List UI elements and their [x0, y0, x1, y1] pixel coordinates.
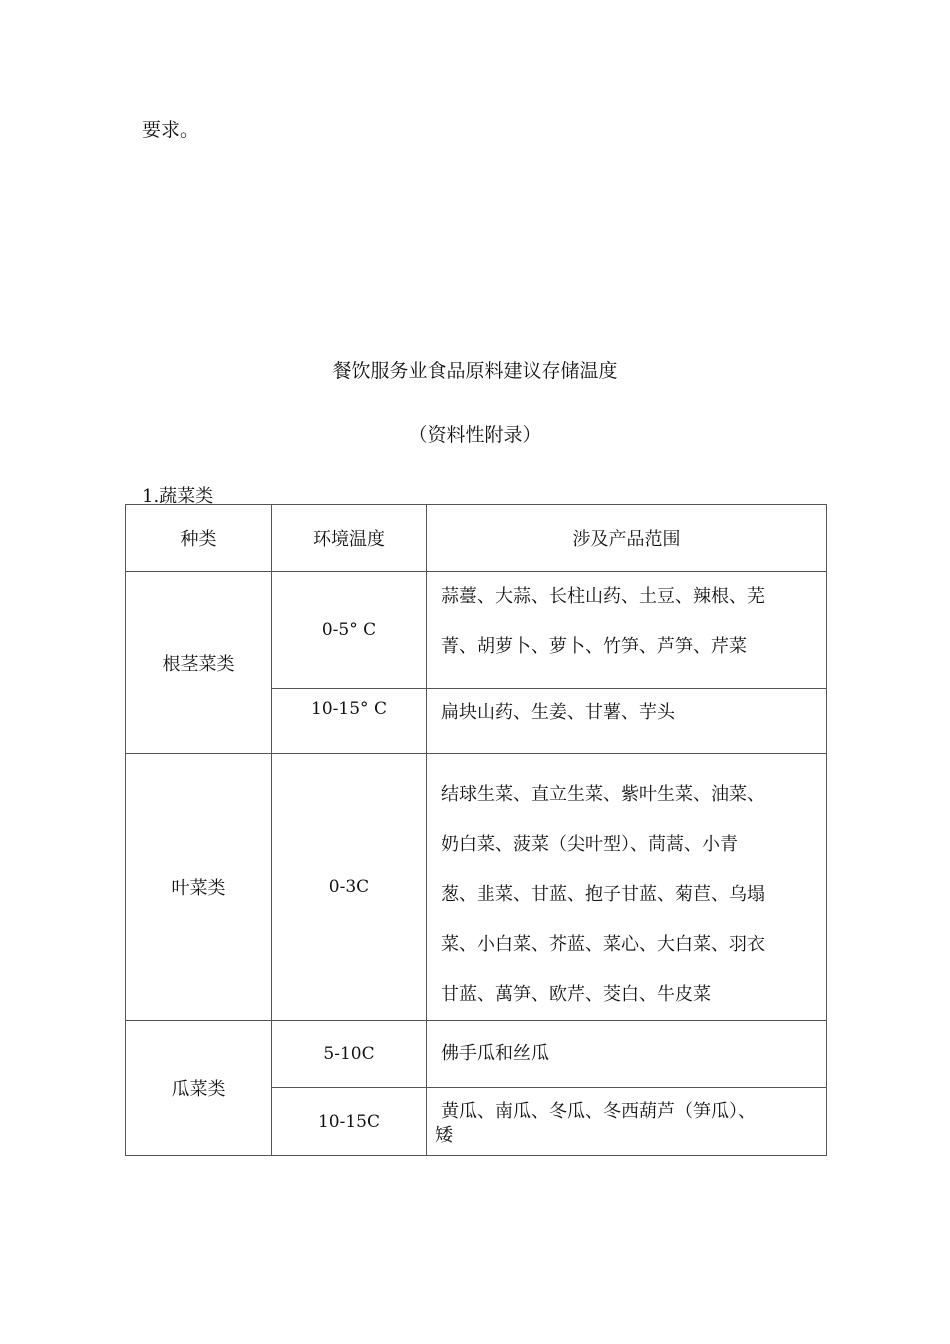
- product-range-line: 蒜薹、大蒜、长柱山药、土豆、辣根、芜: [441, 586, 765, 607]
- table-row: [126, 572, 827, 689]
- product-range-line: 黄瓜、南瓜、冬瓜、冬西葫芦（笋瓜）、: [441, 1101, 756, 1122]
- product-range-line: 扁块山药、生姜、甘薯、芋头: [441, 702, 675, 723]
- page-subtitle: （资料性附录）: [408, 424, 542, 446]
- product-range-line: 矮: [435, 1125, 453, 1146]
- storage-temperature-table: [125, 504, 827, 1156]
- product-range-cell: [427, 754, 827, 1021]
- table-row: [126, 1021, 827, 1088]
- product-range-line: 葱、韭菜、甘蓝、抱子甘蓝、菊苣、乌塌: [441, 884, 765, 905]
- temperature-cell: 10-15C: [272, 1088, 427, 1156]
- product-range-cell: [427, 1088, 827, 1156]
- product-range-line: 甘蓝、萬笋、欧芹、茭白、牛皮菜: [441, 984, 711, 1005]
- product-range-cell: [427, 572, 827, 689]
- previous-paragraph-end: 要求。: [142, 119, 200, 141]
- temperature-cell: 0-5° C: [272, 572, 427, 689]
- page-title: 餐饮服务业食品原料建议存储温度: [332, 360, 618, 382]
- type-cell: 瓜菜类: [126, 1021, 272, 1156]
- product-range-cell: [427, 689, 827, 754]
- header-product-range: 涉及产品范围: [427, 505, 827, 572]
- product-range-line: 佛手瓜和丝瓜: [441, 1043, 549, 1064]
- section-heading: 1.蔬菜类: [142, 486, 214, 507]
- product-range-line: 结球生菜、直立生菜、紫叶生菜、油菜、: [441, 784, 765, 805]
- type-cell: 叶菜类: [126, 754, 272, 1021]
- product-range-line: 奶白菜、菠菜（尖叶型）、茼蒿、小青: [441, 834, 738, 855]
- type-cell: 根茎菜类: [126, 572, 272, 754]
- table-header-row: [126, 505, 827, 572]
- table-row: [126, 754, 827, 1021]
- product-range-line: 菁、胡萝卜、萝卜、竹笋、芦笋、芹菜: [441, 636, 747, 657]
- temperature-cell: 5-10C: [272, 1021, 427, 1088]
- product-range-line: 菜、小白菜、芥蓝、菜心、大白菜、羽衣: [441, 934, 765, 955]
- header-type: 种类: [126, 505, 272, 572]
- product-range-cell: [427, 1021, 827, 1088]
- temperature-cell: 0-3C: [272, 754, 427, 1021]
- temperature-cell: 10-15° C: [272, 689, 427, 754]
- header-temperature: 环境温度: [272, 505, 427, 572]
